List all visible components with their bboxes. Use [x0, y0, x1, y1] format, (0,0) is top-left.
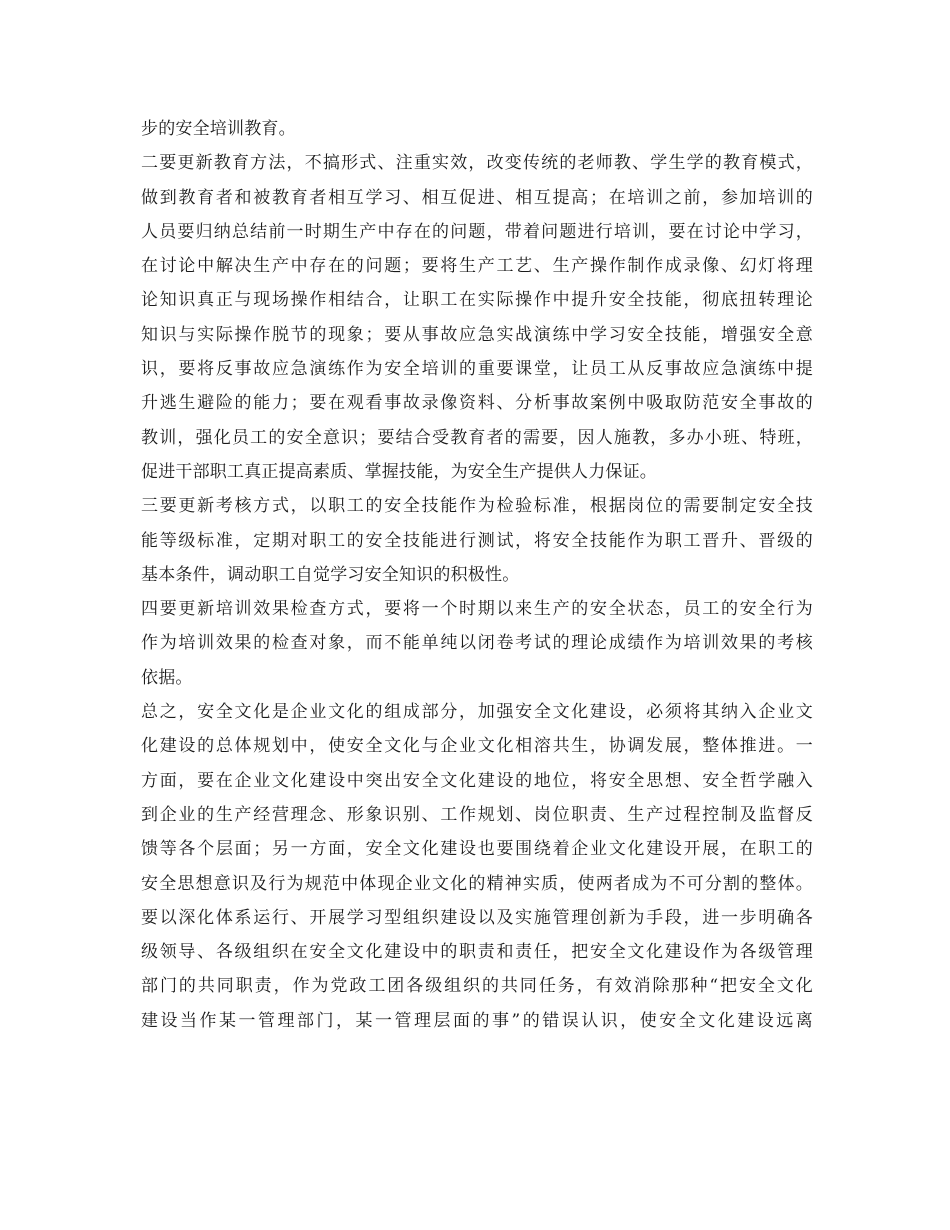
text-line: 做到教育者和被教育者相互学习、相互促进、相互提高；在培训之前，参加培训的: [141, 187, 813, 208]
text-line: 人员要归纳总结前一时期生产中存在的问题，带着问题进行培训，要在讨论中学习，: [141, 221, 813, 242]
text-line: 依据。: [141, 667, 193, 688]
text-line: 知识与实际操作脱节的现象；要从事故应急实战演练中学习安全技能，增强安全意: [141, 324, 813, 345]
text-line: 升逃生避险的能力；要在观看事故录像资料、分析事故案例中吸取防范安全事故的: [141, 393, 813, 414]
text-line: 识，要将反事故应急演练作为安全培训的重要课堂，让员工从反事故应急演练中提: [141, 359, 813, 380]
text-line: 促进干部职工真正提高素质、掌握技能，为安全生产提供人力保证。: [141, 461, 657, 482]
text-line: 馈等各个层面；另一方面，安全文化建设也要围绕着企业文化建设开展，在职工的: [141, 839, 813, 860]
text-line: 总之，安全文化是企业文化的组成部分，加强安全文化建设，必须将其纳入企业文: [141, 702, 813, 723]
text-line: 教训，强化员工的安全意识；要结合受教育者的需要，因人施教，多办小班、特班，: [141, 427, 813, 448]
text-line: 部门的共同职责，作为党政工团各级组织的共同任务，有效消除那种“把安全文化: [141, 976, 813, 997]
text-line: 方面，要在企业文化建设中突出安全文化建设的地位，将安全思想、安全哲学融入: [141, 770, 813, 791]
text-line: 能等级标准，定期对职工的安全技能进行测试，将安全技能作为职工晋升、晋级的: [141, 530, 813, 551]
text-line: 论知识真正与现场操作相结合，让职工在实际操作中提升安全技能，彻底扭转理论: [141, 290, 813, 311]
text-line: 级领导、各级组织在安全文化建设中的职责和责任，把安全文化建设作为各级管理: [141, 942, 813, 963]
text-line: 要以深化体系运行、开展学习型组织建设以及实施管理创新为手段，进一步明确各: [141, 907, 813, 928]
text-line: 步的安全培训教育。: [141, 119, 296, 139]
text-line: 建设当作某一管理部门，某一管理层面的事”的错误认识，使安全文化建设远离: [141, 1010, 813, 1031]
text-line: 到企业的生产经营理念、形象识别、工作规划、岗位职责、生产过程控制及监督反: [141, 804, 813, 825]
text-line: 基本条件，调动职工自觉学习安全知识的积极性。: [141, 564, 520, 585]
text-line: 安全思想意识及行为规范中体现企业文化的精神实质，使两者成为不可分割的整体。: [141, 873, 813, 894]
text-line: 化建设的总体规划中，使安全文化与企业文化相溶共生，协调发展，整体推进。一: [141, 736, 813, 757]
text-line: 作为培训效果的检查对象，而不能单纯以闭卷考试的理论成绩作为培训效果的考核: [141, 633, 813, 654]
text-line: 四要更新培训效果检查方式，要将一个时期以来生产的安全状态，员工的安全行为: [141, 599, 813, 620]
text-line: 三要更新考核方式，以职工的安全技能作为检验标准，根据岗位的需要制定安全技: [141, 496, 813, 517]
text-line: 二要更新教育方法，不搞形式、注重实效，改变传统的老师教、学生学的教育模式，: [141, 153, 813, 174]
document-body: [141, 112, 813, 1038]
text-line: 在讨论中解决生产中存在的问题；要将生产工艺、生产操作制作成录像、幻灯将理: [141, 256, 813, 277]
